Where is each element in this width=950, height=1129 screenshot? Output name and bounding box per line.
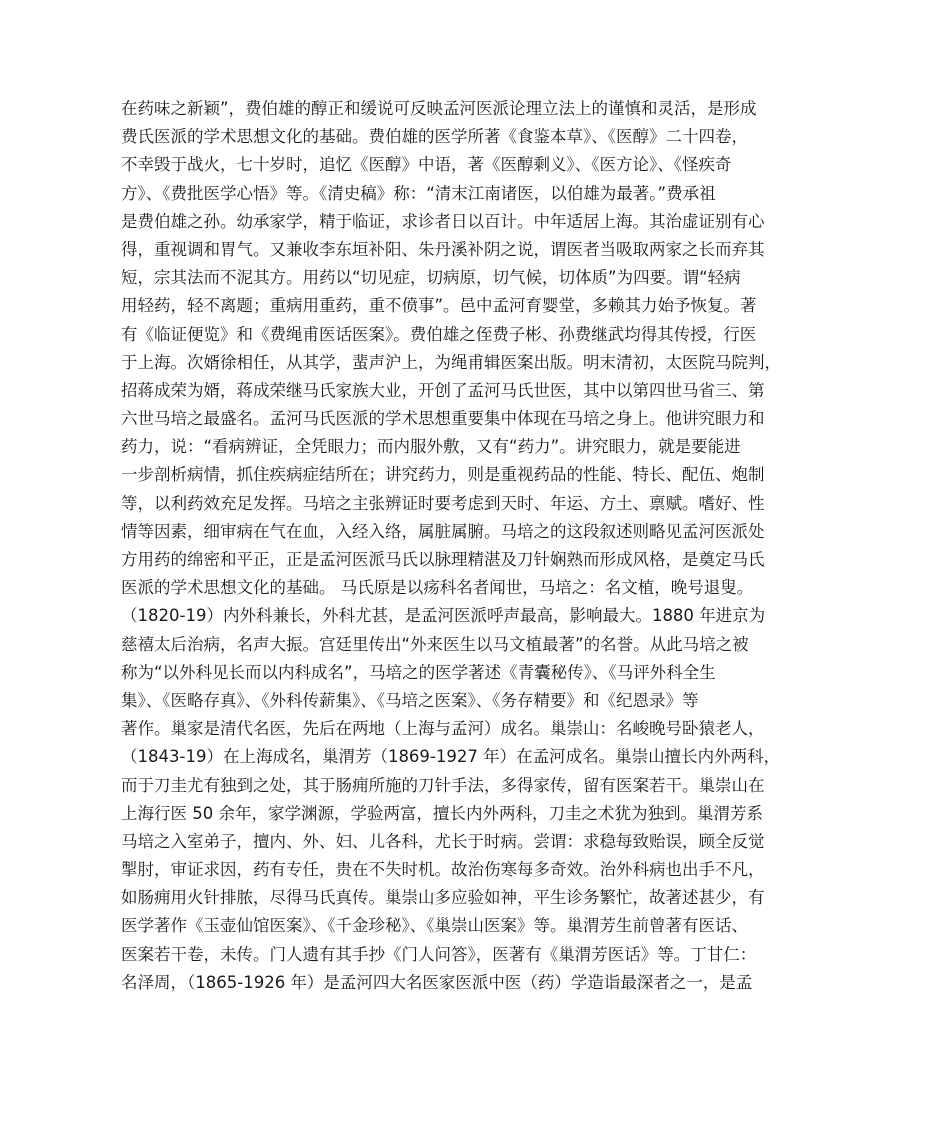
text-line: 不幸毁于战火，七十岁时，追忆《医醇》中语，著《医醇剩义》、《医方论》、《怪疾奇 xyxy=(121,155,732,175)
text-line: 有《临证便览》和《费绳甫医话医案》。费伯雄之侄费子彬、孙费继武均得其传授，行医 xyxy=(121,324,757,344)
text-line: 上海行医 50 余年，家学渊源，学验两富，擅长内外两科，刀圭之术犹为独到。巢渭芳系 xyxy=(121,803,763,823)
text-line: 费氏医派的学术思想文化的基础。费伯雄的医学所著《食鉴本草》、《医醇》二十四卷， xyxy=(121,127,748,147)
text-line: 马培之入室弟子，擅内、外、妇、儿各科，尤长于时病。尝谓：求稳每致贻误，顾全反觉 xyxy=(121,831,765,851)
text-line: 方》、《费批医学心悟》等。《清史稿》称：“清末江南诸医，以伯雄为最著。”费承祖 xyxy=(121,183,716,203)
text-line: 医学著作《玉壶仙馆医案》、《千金珍秘》、《巢崇山医案》等。巢渭芳生前曾著有医话、 xyxy=(121,916,748,936)
text-line: 于上海。次婿徐相任，从其学，蜚声沪上，为绳甫辑医案出版。明末清初，太医院马院判， xyxy=(121,352,781,372)
text-line: 用轻药，轻不离题；重病用重药，重不偾事”。邑中孟河育婴堂，多赖其力始予恢复。著 xyxy=(121,296,757,316)
text-line: 如肠痈用火针排脓，尽得马氏真传。巢崇山多应验如神，平生诊务繁忙，故著述甚少，有 xyxy=(121,888,765,908)
text-line: 医案若干卷，未传。门人遗有其手抄《门人问答》，医著有《巢渭芳医话》等。丁甘仁： xyxy=(121,944,757,964)
text-line: 掣肘，审证求因，药有专任，贵在不失时机。故治伤寒每多奇效。治外科病也出手不凡， xyxy=(121,860,765,880)
text-line: 在药味之新颖”，费伯雄的醇正和缓说可反映孟河医派论理立法上的谨慎和灵活，是形成 xyxy=(121,99,757,118)
text-line: 短，宗其法而不泥其方。用药以“切见症，切病原，切气候，切体质”为四要。谓“轻病 xyxy=(121,268,741,288)
text-line: 而于刀圭尤有独到之处，其于肠痈所施的刀针手法，多得家传，留有医案若干。巢崇山在 xyxy=(121,775,765,795)
text-line: 六世马培之最盛名。孟河马氏医派的学术思想重要集中体现在马培之身上。他讲究眼力和 xyxy=(121,409,765,429)
body-text xyxy=(121,95,841,997)
text-line: （1820-19）内外科兼长，外科尤甚，是孟河医派呼声最高，影响最大。1880 年进京为 xyxy=(121,606,766,626)
text-line: 慈禧太后治病，名声大振。宫廷里传出“外来医生以马文植最著”的名誉。从此马培之被 xyxy=(121,634,749,654)
text-line: 名泽周，（1865-1926 年）是孟河四大名医家医派中医（药）学造诣最深者之一，是孟 xyxy=(121,972,753,992)
text-line: （1843-19）在上海成名，巢渭芳（1869-1927 年）在孟河成名。巢崇山擅长内外两科， xyxy=(121,747,781,767)
text-line: 著作。巢家是清代名医，先后在两地（上海与孟河）成名。巢崇山：名峻晚号卧猿老人， xyxy=(121,719,765,739)
text-line: 称为“以外科见长而以内科成名”，马培之的医学著述《青囊秘传》、《马评外科全生 xyxy=(121,662,716,682)
text-line: 方用药的绵密和平正，正是孟河医派马氏以脉理精湛及刀针娴熟而形成风格，是奠定马氏 xyxy=(121,550,765,569)
text-line: 情等因素，细审病在气在血，入经入络，属脏属腑。马培之的这段叙述则略见孟河医派处 xyxy=(121,521,765,541)
text-line: 等，以利药效充足发挥。马培之主张辨证时要考虑到天时、年运、方土、禀赋。嗜好、性 xyxy=(121,493,765,513)
text-line: 得，重视调和胃气。又兼收李东垣补阳、朱丹溪补阴之说，谓医者当吸取两家之长而弃其 xyxy=(121,239,765,259)
text-line: 是费伯雄之孙。幼承家学，精于临证，求诊者日以百计。中年适居上海。其治虚证别有心 xyxy=(121,211,765,231)
text-line: 医派的学术思想文化的基础。 马氏原是以疡科名者闻世，马培之：名文植，晚号退叟。 xyxy=(121,578,754,598)
text-line: 集》、《医略存真》、《外科传薪集》、《马培之医案》、《务存精要》和《纪恩录》等 xyxy=(121,690,699,710)
text-line: 一步剖析病情，抓住疾病症结所在；讲究药力，则是重视药品的性能、特长、配伍、炮制 xyxy=(121,465,765,485)
text-line: 招蒋成荣为婿，蒋成荣继马氏家族大业，开创了孟河马氏世医，其中以第四世马省三、第 xyxy=(121,380,765,400)
text-line: 药力，说：“看病辨证，全凭眼力；而内服外敷，又有“药力”。讲究眼力，就是要能进 xyxy=(121,437,741,457)
